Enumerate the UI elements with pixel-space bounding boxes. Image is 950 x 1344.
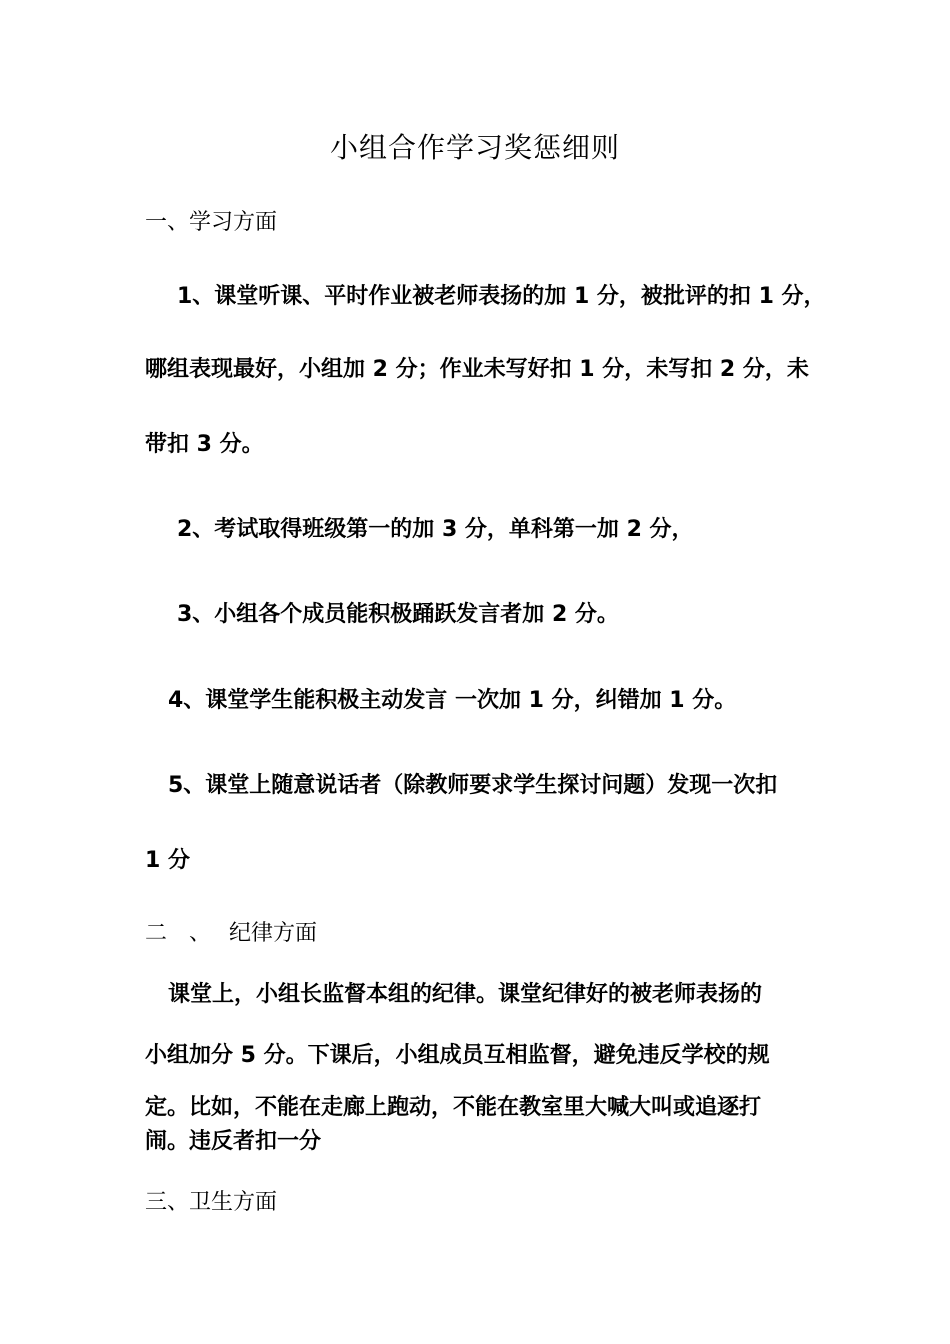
rule-4: 4、课堂学生能积极主动发言 一次加 1 分，纠错加 1 分。 bbox=[168, 688, 737, 713]
rule-5-line-1: 5、课堂上随意说话者（除教师要求学生探讨问题）发现一次扣 bbox=[168, 773, 778, 798]
rule-2: 2、考试取得班级第一的加 3 分，单科第一加 2 分， bbox=[177, 517, 694, 542]
section-heading-hygiene: 三、卫生方面 bbox=[145, 1190, 278, 1215]
section-heading-discipline: 二 、 纪律方面 bbox=[145, 921, 317, 946]
rule-1-line-3: 带扣 3 分。 bbox=[145, 432, 264, 457]
discipline-line-1: 课堂上，小组长监督本组的纪律。课堂纪律好的被老师表扬的 bbox=[168, 982, 763, 1007]
rule-5-line-2: 1 分 bbox=[145, 848, 190, 873]
rule-1-line-2: 哪组表现最好，小组加 2 分；作业未写好扣 1 分，未写扣 2 分，未 bbox=[145, 357, 809, 382]
rule-3: 3、小组各个成员能积极踊跃发言者加 2 分。 bbox=[177, 602, 619, 627]
section-heading-study: 一、学习方面 bbox=[145, 210, 278, 235]
discipline-line-3: 定。比如，不能在走廊上跑动，不能在教室里大喊大叫或追逐打 bbox=[145, 1095, 762, 1120]
rule-1-line-1: 1、课堂听课、平时作业被老师表扬的加 1 分，被批评的扣 1 分， bbox=[177, 284, 826, 309]
discipline-line-4: 闹。违反者扣一分 bbox=[145, 1129, 322, 1154]
document-title: 小组合作学习奖惩细则 bbox=[329, 131, 620, 164]
discipline-line-2: 小组加分 5 分。下课后，小组成员互相监督，避免违反学校的规 bbox=[145, 1043, 770, 1068]
